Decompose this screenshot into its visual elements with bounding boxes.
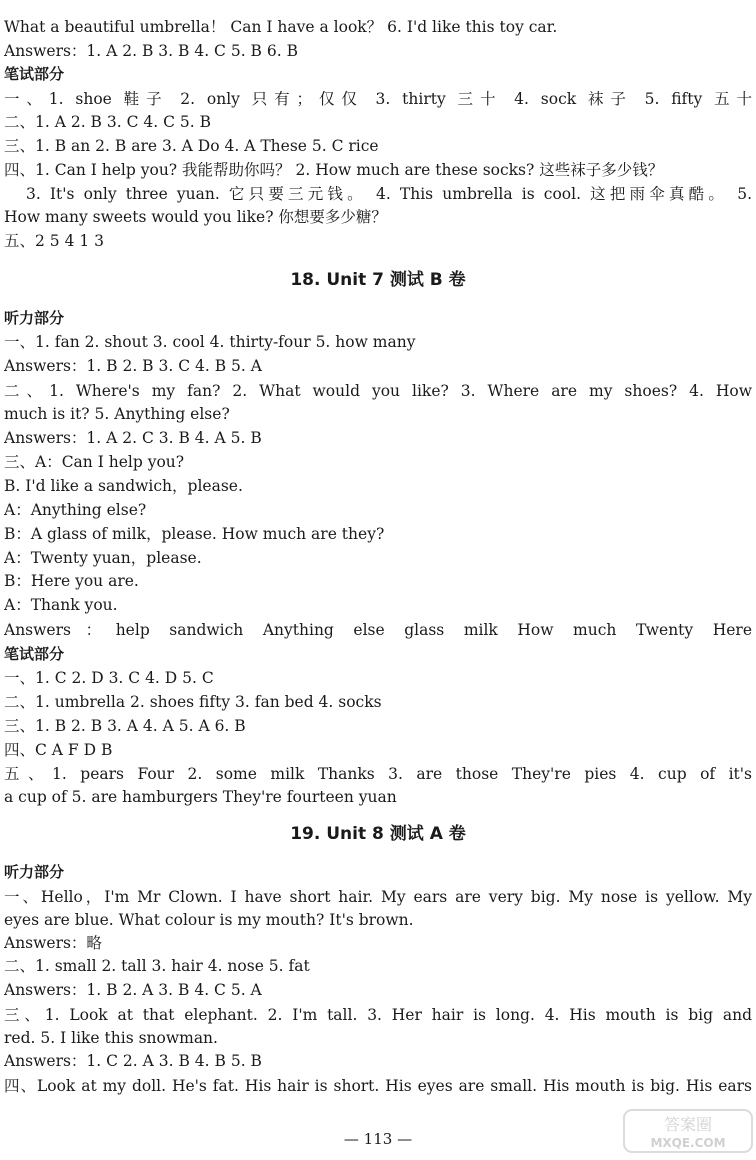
section-label: 笔试部分 [4,65,65,83]
answers-line: Answers：略 [4,934,102,952]
watermark-text: 答案圈 [663,1115,713,1134]
answers-line: Answers：help sandwich Anything else glass milk How much Twenty Here [4,621,752,639]
text-line: 四、Look at my doll. He's fat. His hair is short. His eyes are small. His mouth is big. His ears [4,1077,752,1095]
text-line: 一、1. C 2. D 3. C 4. D 5. C [4,669,214,687]
section-label: 听力部分 [4,309,65,327]
section-label: 听力部分 [4,863,65,881]
text-line: 四、C A F D B [4,741,113,759]
dialogue-line: B. I'd like a sandwich，please. [4,477,243,495]
answers-line: Answers：1. A 2. C 3. B 4. A 5. B [4,429,262,447]
dialogue-line: B：Here you are. [4,572,139,590]
text-line: How many sweets would you like? 你想要多少糖？ [4,208,387,226]
text-line: 二、1. small 2. tall 3. hair 4. nose 5. fat [4,957,310,975]
answers-line: Answers：1. A 2. B 3. B 4. C 5. B 6. B [4,42,298,60]
text-line: 二、1. A 2. B 3. C 4. C 5. B [4,113,211,131]
unit-heading: 19. Unit 8 测试 A 卷 [290,824,466,844]
text-line: 二、1. umbrella 2. shoes fifty 3. fan bed 4. socks [4,693,382,711]
text-line: 四、1. Can I help you? 我能帮助你吗？ 2. How much are these socks? 这些袜子多少钱？ [4,161,664,179]
text-line: 三、1. B an 2. B are 3. A Do 4. A These 5. C rice [4,137,379,155]
text-line: much is it? 5. Anything else? [4,405,230,423]
text-line: What a beautiful umbrella！ Can I have a look？ 6. I'd like this toy car. [4,18,558,36]
unit-heading: 18. Unit 7 测试 B 卷 [290,270,466,290]
dialogue-line: A：Twenty yuan，please. [4,549,202,567]
text-line: 一、1. shoe 鞋子 2. only 只有；仅仅 3. thirty 三十 4. sock 袜子 5. fifty 五十 [4,90,752,108]
section-label: 笔试部分 [4,645,65,663]
text-line: 二、1. Where's my fan? 2. What would you like? 3. Where are my shoes? 4. How [4,382,752,400]
dialogue-line: B：A glass of milk，please. How much are they? [4,525,385,543]
page-number: — 113 — [343,1130,413,1148]
dialogue-line: 三、A：Can I help you? [4,453,185,471]
text-line: 三、1. Look at that elephant. 2. I'm tall. 3. Her hair is long. 4. His mouth is big and [4,1006,752,1024]
dialogue-line: A：Thank you. [4,596,118,614]
text-line: red. 5. I like this snowman. [4,1029,218,1047]
watermark-logo [622,1108,754,1154]
text-line: 一、1. fan 2. shout 3. cool 4. thirty-four 5. how many [4,333,416,351]
watermark-url: MXQE.COM [650,1136,726,1150]
dialogue-line: A：Anything else? [4,501,147,519]
answers-line: Answers：1. B 2. B 3. C 4. B 5. A [4,357,262,375]
answers-line: Answers：1. B 2. A 3. B 4. C 5. A [4,981,262,999]
text-line: 3. It's only three yuan. 它只要三元钱。 4. This umbrella is cool. 这把雨伞真酷。 5. [26,185,752,203]
answers-line: Answers：1. C 2. A 3. B 4. B 5. B [4,1052,262,1070]
text-line: 三、1. B 2. B 3. A 4. A 5. A 6. B [4,717,246,735]
text-line: eyes are blue. What colour is my mouth? It's brown. [4,911,414,929]
text-line: 五、2 5 4 1 3 [4,232,105,250]
text-line: 一、Hello，I'm Mr Clown. I have short hair. My ears are very big. My nose is yellow. My [4,888,752,906]
text-line: 五、1. pears Four 2. some milk Thanks 3. are those They're pies 4. cup of it's [4,765,752,783]
text-line: a cup of 5. are hamburgers They're fourteen yuan [4,788,397,806]
